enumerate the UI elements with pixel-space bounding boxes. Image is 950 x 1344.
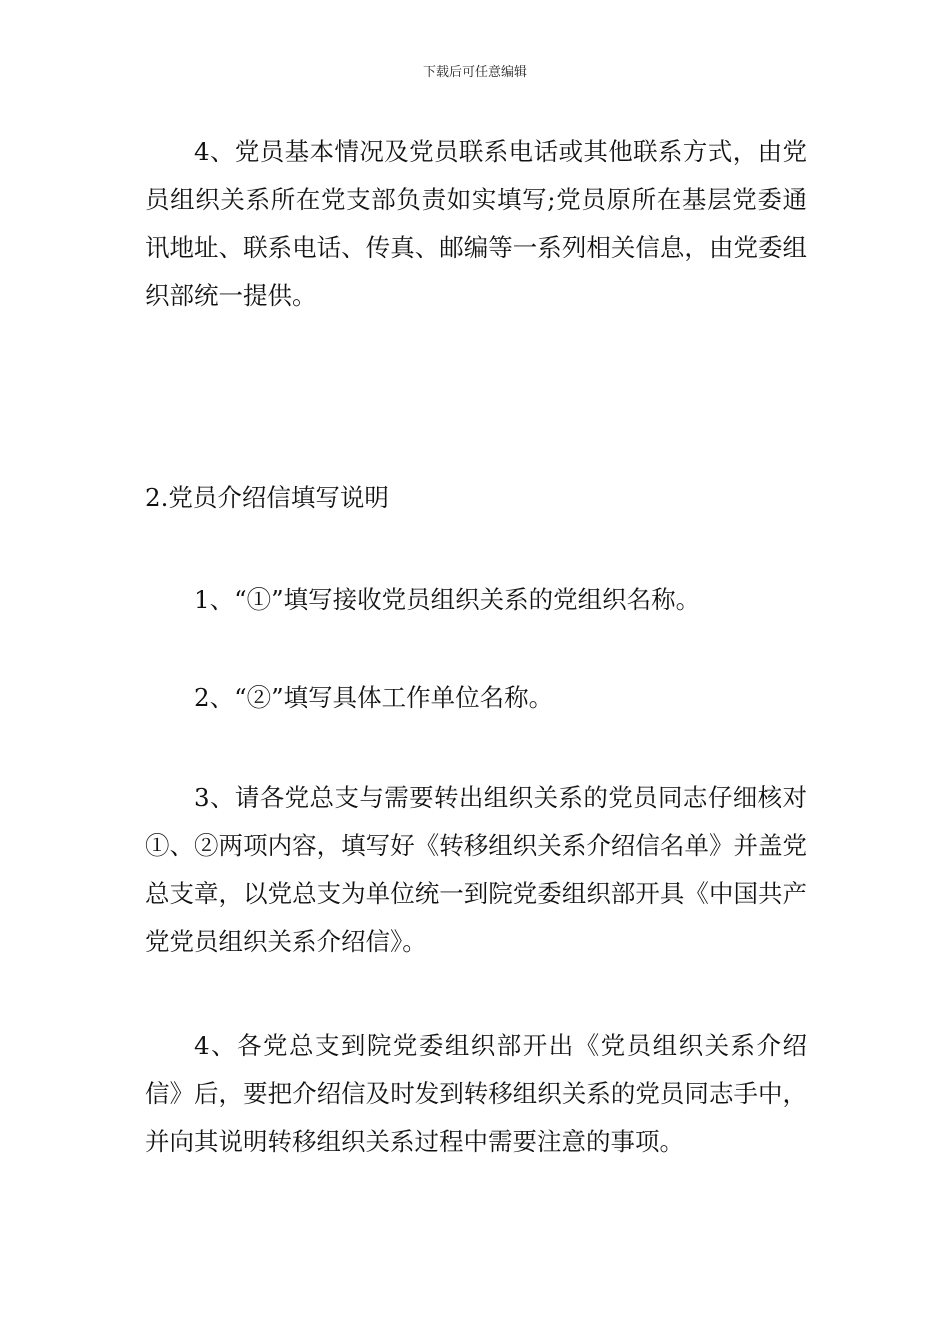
instruction-item-4: 4、各党总支到院党委组织部开出《党员组织关系介绍信》后，要把介绍信及时发到转移组织关系的党员同志手中，并向其说明转移组织关系过程中需要注意的事项。 [145, 1031, 807, 1156]
instruction-item-3: 3、请各党总支与需要转出组织关系的党员同志仔细核对①、②两项内容，填写好《转移组织关系介绍信名单》并盖党总支章，以党总支为单位统一到院党委组织部开具《中国共产党党员组织关系介绍信》。 [145, 783, 807, 956]
paragraph-contact-info: 4、党员基本情况及党员联系电话或其他联系方式，由党员组织关系所在党支部负责如实填写;党员原所在基层党委通讯地址、联系电话、传真、邮编等一系列相关信息，由党委组织部统一提供。 [145, 137, 807, 310]
instruction-item-2: 2、“②”填写具体工作单位名称。 [194, 683, 554, 712]
page-header-note: 下载后可任意编辑 [422, 65, 527, 80]
instruction-item-1: 1、“①”填写接收党员组织关系的党组织名称。 [194, 585, 701, 614]
section-heading: 2.党员介绍信填写说明 [145, 483, 389, 512]
